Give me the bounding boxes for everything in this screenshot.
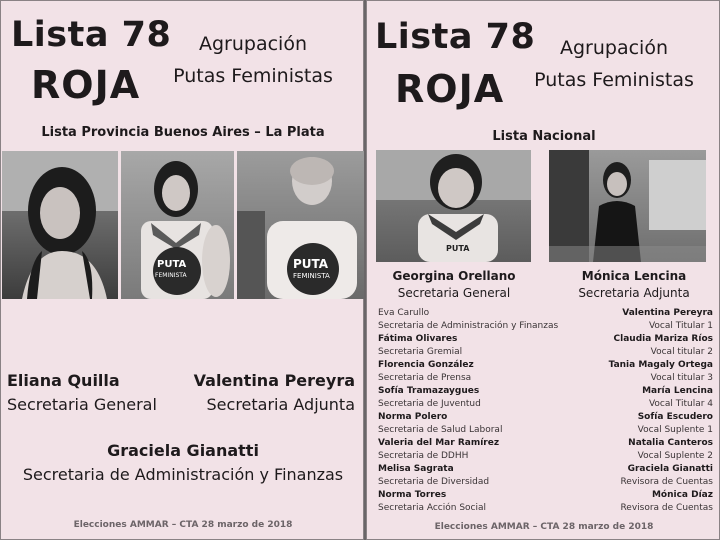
list-item-name: Graciela Gianatti xyxy=(627,464,713,474)
list-color-title: ROJA xyxy=(31,63,141,107)
list-item-role: Secretaria de Diversidad xyxy=(378,477,490,487)
footer-text: Elecciones AMMAR – CTA 28 marzo de 2018 xyxy=(73,520,293,530)
agrupacion-line1: Agrupación xyxy=(559,37,668,59)
shirt-text: PUTA xyxy=(293,257,329,271)
agrupacion-line2: Putas Feministas xyxy=(173,65,333,87)
list-item-role: Vocal Titular 1 xyxy=(648,321,713,331)
candidate-photo-3 xyxy=(237,151,364,299)
right-flyer xyxy=(366,0,720,540)
list-item-name: Fátima Olivares xyxy=(378,334,458,344)
candidate-role-3: Secretaria de Administración y Finanzas xyxy=(22,465,344,484)
list-item-role: Secretaria de Juventud xyxy=(378,399,481,409)
shirt-subtext: FEMINISTA xyxy=(293,272,330,280)
agrupacion-line1: Agrupación xyxy=(198,33,307,55)
list-item-name: Tania Magaly Ortega xyxy=(608,360,713,370)
list-item-name: Valeria del Mar Ramírez xyxy=(378,438,500,448)
secretarias-list xyxy=(378,307,558,515)
list-item-role: Vocal Titular 4 xyxy=(648,399,713,409)
list-item-role: Vocal Suplente 1 xyxy=(637,425,713,435)
candidate-name-1: Eliana Quilla xyxy=(7,371,120,390)
candidate-photo-georgina xyxy=(376,150,531,262)
list-item-name: Norma Torres xyxy=(378,490,447,500)
list-item-name: Sofía Tramazaygues xyxy=(378,386,480,396)
list-item-role: Revisora de Cuentas xyxy=(620,477,713,487)
list-item-role: Secretaria de DDHH xyxy=(378,451,469,461)
list-item-role: Secretaria de Salud Laboral xyxy=(378,425,503,435)
list-subtitle: Lista Provincia Buenos Aires – La Plata xyxy=(41,125,325,140)
candidate-name-georgina: Georgina Orellano xyxy=(392,269,516,283)
candidate-photo-1 xyxy=(2,151,118,299)
candidate-name-monica: Mónica Lencina xyxy=(581,269,687,283)
candidate-name-3: Graciela Gianatti xyxy=(107,441,259,460)
list-color-title: ROJA xyxy=(395,67,505,111)
vocales-list xyxy=(609,307,713,515)
portrait-illustration xyxy=(549,150,706,262)
list-item-role: Vocal titular 3 xyxy=(650,373,713,383)
list-item-name: Melisa Sagrata xyxy=(378,464,454,474)
candidate-role-1: Secretaria General xyxy=(7,395,157,414)
candidate-role-2: Secretaria Adjunta xyxy=(206,395,355,414)
list-item-name: Claudia Mariza Ríos xyxy=(613,334,713,344)
candidate-role-monica: Secretaria Adjunta xyxy=(578,286,690,300)
list-item-name: Natalia Canteros xyxy=(628,438,713,448)
list-item-name: Eva Carullo xyxy=(378,308,430,318)
list-item-name: Sofía Escudero xyxy=(637,412,713,422)
list-number-title: Lista 78 xyxy=(375,17,536,57)
shirt-text: PUTA xyxy=(157,259,187,270)
list-item-role: Vocal Suplente 2 xyxy=(637,451,713,461)
candidate-photo-monica xyxy=(549,150,706,262)
candidate-photo-2 xyxy=(121,151,234,299)
list-item-name: Norma Polero xyxy=(378,412,448,422)
candidate-role-georgina: Secretaria General xyxy=(397,286,511,300)
list-item-role: Vocal titular 2 xyxy=(650,347,713,357)
footer-text: Elecciones AMMAR – CTA 28 marzo de 2018 xyxy=(434,522,654,532)
list-item-name: Florencia González xyxy=(378,360,474,370)
list-item-role: Secretaria de Administración y Finanzas xyxy=(378,321,559,331)
list-item-role: Revisora de Cuentas xyxy=(620,503,713,513)
shirt-text: PUTA xyxy=(446,244,470,253)
list-item-role: Secretaria de Prensa xyxy=(378,373,472,383)
list-subtitle: Lista Nacional xyxy=(492,129,596,144)
list-item-role: Secretaria Acción Social xyxy=(378,503,487,513)
shirt-subtext: FEMINISTA xyxy=(155,272,187,279)
candidate-name-2: Valentina Pereyra xyxy=(193,371,355,390)
list-item-name: Mónica Díaz xyxy=(651,490,713,500)
list-item-name: María Lencina xyxy=(642,386,713,396)
list-item-name: Valentina Pereyra xyxy=(622,308,713,318)
list-number-title: Lista 78 xyxy=(11,15,172,55)
list-item-role: Secretaria Gremial xyxy=(378,347,463,357)
agrupacion-line2: Putas Feministas xyxy=(534,69,694,91)
portrait-illustration xyxy=(2,151,118,299)
